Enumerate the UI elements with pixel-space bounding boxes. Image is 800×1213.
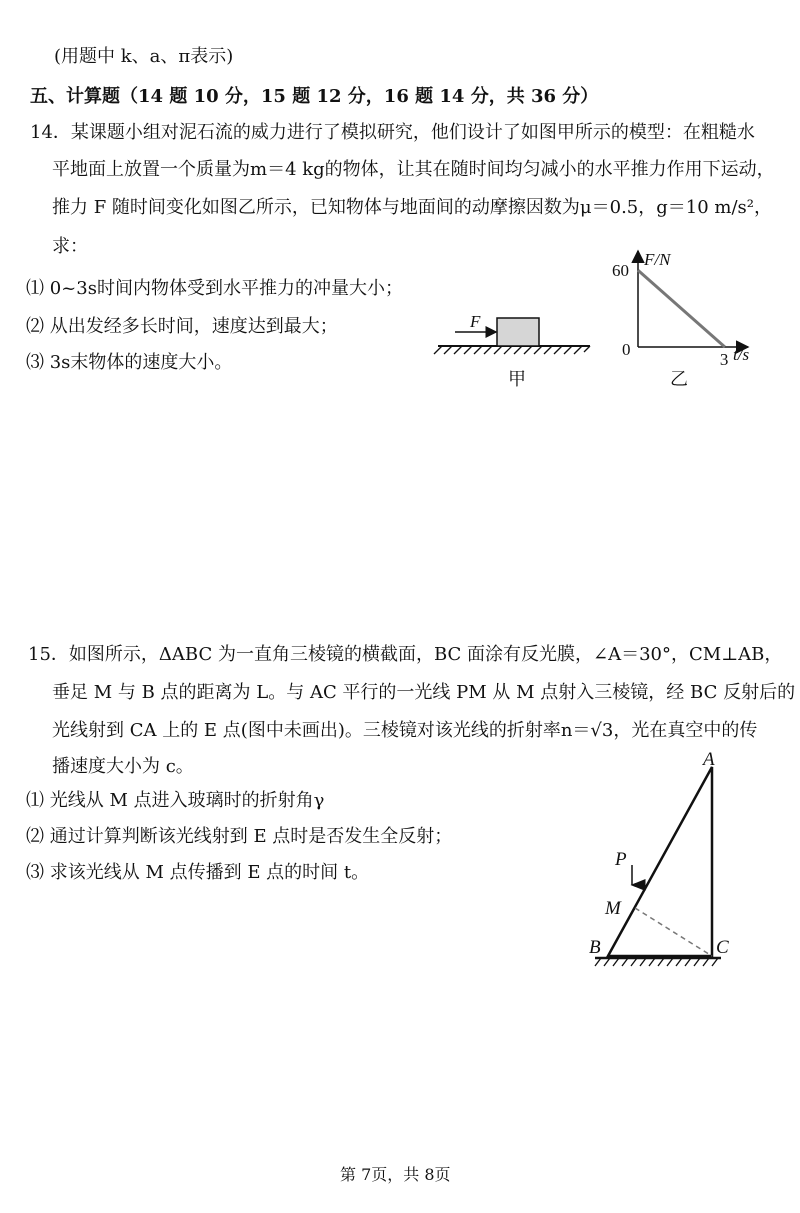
- label-m: M: [605, 898, 621, 919]
- top-note: (用题中 k、a、π表示): [54, 46, 234, 67]
- x-tick-label: 3: [719, 350, 729, 369]
- force-time-line: [638, 270, 725, 347]
- y-axis-label: F/N: [644, 250, 671, 269]
- q15-line-4: 播速度大小为 c。: [52, 756, 194, 777]
- figure-yi-caption: 乙: [670, 369, 688, 389]
- label-a: A: [703, 749, 715, 770]
- q14-line-1: 14．某课题小组对泥石流的威力进行了模拟研究，他们设计了如图甲所示的模型：在粗糙水: [30, 122, 755, 143]
- section-title: 五、计算题（14 题 10 分，15 题 12 分，16 题 14 分，共 36 分）: [30, 86, 599, 107]
- label-p: P: [615, 849, 627, 870]
- q15-line-3: 光线射到 CA 上的 E 点(图中未画出)。三棱镜对该光线的折射率n＝√3，光在真空中的传: [52, 720, 758, 741]
- prism-figure: [585, 745, 745, 980]
- origin-label: 0: [622, 340, 631, 359]
- figure-jia-caption: 甲: [508, 369, 526, 389]
- dashed-line-cm: [635, 908, 712, 956]
- q15-sub-2: ⑵ 通过计算判断该光线射到 E 点时是否发生全反射；: [26, 826, 453, 847]
- x-axis-label: t/s: [733, 345, 750, 364]
- y-tick-label: 60: [612, 261, 629, 281]
- q14-line-2: 平地面上放置一个质量为m＝4 kg的物体，让其在随时间均匀减小的水平推力作用下运动，: [52, 159, 775, 180]
- q15-line-2: 垂足 M 与 B 点的距离为 L。与 AC 平行的一光线 PM 从 M 点射入三棱镜，经 BC 反射后的: [52, 682, 796, 703]
- q14-line-4: 求：: [52, 236, 88, 257]
- ground-hatching: [434, 346, 590, 354]
- figure-yi-chart: [600, 245, 770, 390]
- label-b: B: [589, 937, 601, 958]
- label-c: C: [716, 937, 729, 958]
- q14-line-3: 推力 F 随时间变化如图乙所示，已知物体与地面间的动摩擦因数为μ＝0.5，g＝10 m/s²，: [52, 197, 772, 218]
- q15-line-1: 15．如图所示，ΔABC 为一直角三棱镜的横截面，BC 面涂有反光膜，∠A＝30°，CM⊥AB，: [28, 644, 783, 665]
- page-footer: 第 7页，共 8页: [340, 1165, 451, 1184]
- q14-sub-1: ⑴ 0~3s时间内物体受到水平推力的冲量大小；: [26, 278, 403, 299]
- figure-jia: [430, 300, 600, 395]
- q14-sub-2: ⑵ 从出发经多长时间，速度达到最大；: [26, 316, 338, 337]
- q15-sub-3: ⑶ 求该光线从 M 点传播到 E 点的时间 t。: [26, 862, 370, 883]
- block: [497, 318, 539, 346]
- force-label: F: [470, 312, 481, 331]
- q14-sub-3: ⑶ 3s末物体的速度大小。: [26, 352, 233, 373]
- q15-sub-1: ⑴ 光线从 M 点进入玻璃时的折射角γ: [26, 790, 325, 811]
